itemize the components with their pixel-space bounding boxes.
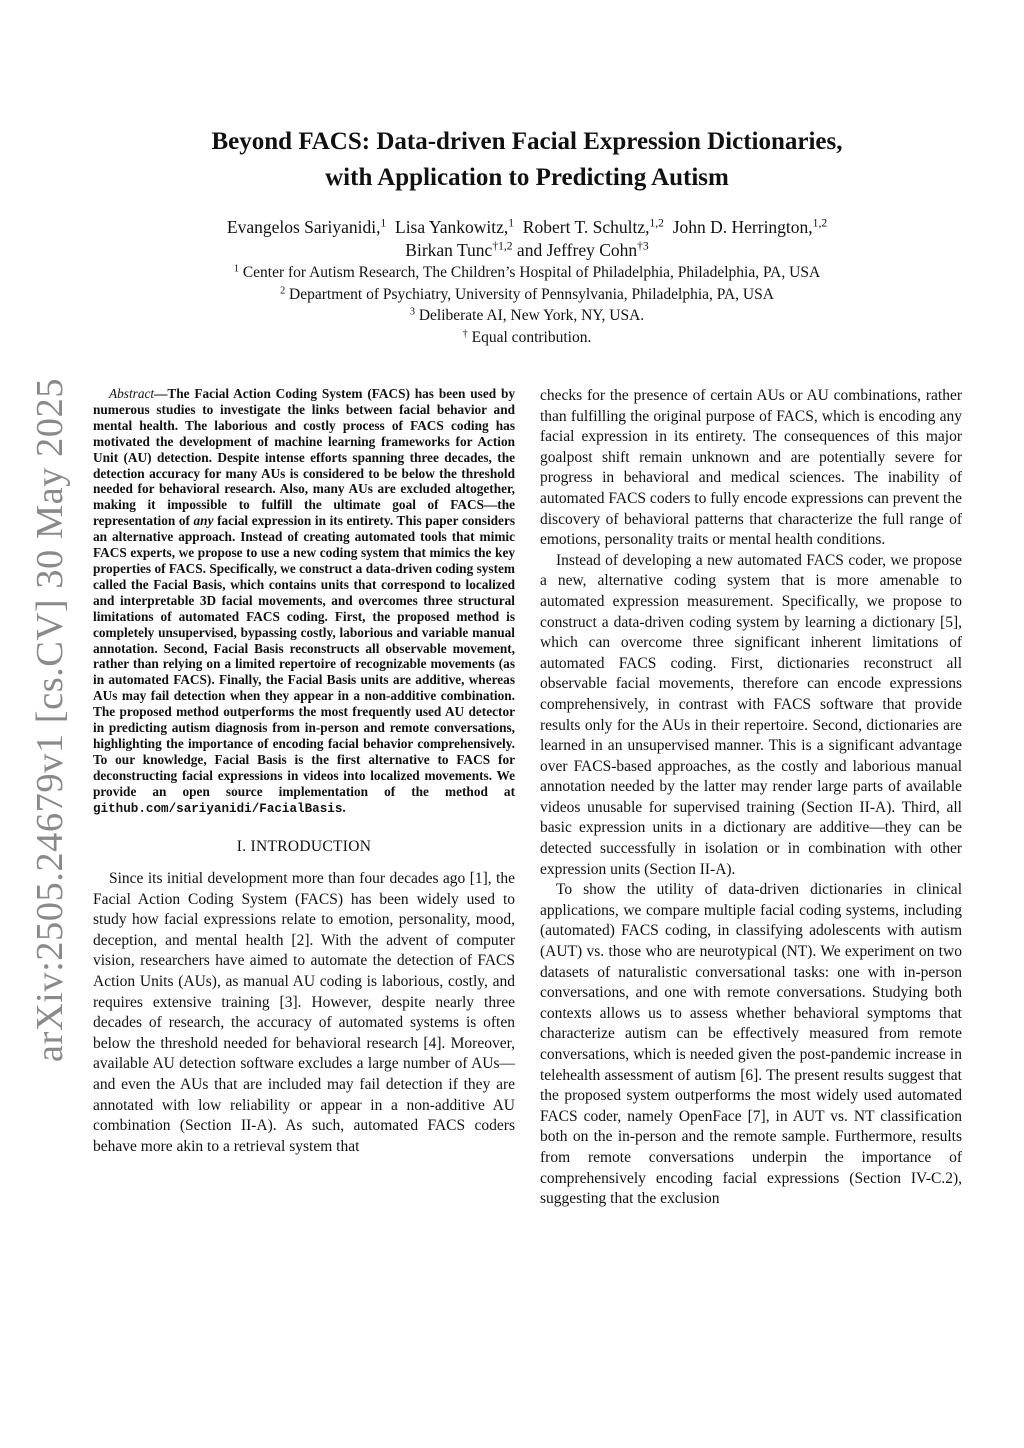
paper-header (92, 124, 962, 348)
author: Birkan Tunc$^{\dagger 1,2}$ (405, 240, 513, 260)
left-column (93, 386, 515, 1157)
author-list (92, 216, 962, 262)
abstract-text-2: facial expression in its entirety. This paper considers an alternative approach. Instead of creating automated tools that mimic FACS experts, we propose to use a new coding system that mimics the key properties of FACS. Specifically, we construct a data-driven coding system called the Facial Basis, which contains units that correspond to localized and interpretable 3D facial movements, and overcomes three structural limitations of automated FACS coding. First, the proposed method is completely unsupervised, bypassing costly, laborious and variable manual annotation. Second, Facial Basis reconstructs all observable movement, rather than relying on a limited repertoire of recognizable movements (as in automated FACS). Finally, the Facial Basis units are additive, whereas AUs may fail detection when they appear in a non-additive combination. The proposed method outperforms the most frequently used AU detector in predicting autism diagnosis from in-person and remote conversations, highlighting the importance of encoding facial behavior comprehensively. To our knowledge, Facial Basis is the first alternative to FACS for deconstructing facial expressions in videos into localized movements. We provide an open source implementation of the method at (93, 513, 516, 799)
title-line-1: Beyond FACS: Data-driven Facial Expression Dictionaries, (211, 128, 843, 155)
repository-link[interactable]: github.com/sariyanidi/FacialBasis (93, 801, 343, 816)
body-paragraph: checks for the presence of certain AUs or AU combinations, rather than fulfilling the original purpose of FACS, which is encoding any facial expression in its entirety. The consequences of this major goalpost shift remain unknown and are potentially severe for progress in behavioral and medical sciences. The inability of automated FACS coders to fully encode expressions can prevent the discovery of behavioral patterns that characterize the full range of emotions, personality traits or mental health conditions. (540, 387, 962, 549)
right-column (540, 386, 962, 1210)
author: Robert T. Schultz,$^{1,2}$ (522, 217, 664, 237)
affiliation: $^1$ Center for Autism Research, The Children’s Hospital of Philadelphia, Philadelphia, PA, USA (233, 263, 821, 281)
title-line-2: with Application to Predicting Autism (325, 164, 729, 191)
paper-title (92, 124, 962, 196)
abstract-text-1: The Facial Action Coding System (FACS) has been used by numerous studies to investigate the links between facial behavior and mental health. The laborious and costly process of FACS coding has motivated the development of machine learning frameworks for Action Unit (AU) detection. Despite intense efforts spanning three decades, the detection accuracy for many AUs is considered to be below the threshold needed for behavioral research. Also, many AUs are excluded altogether, making it impossible to fulfill the ultimate goal of FACS—the representation of (93, 386, 515, 529)
abstract-label: Abstract (109, 386, 155, 401)
equal-contribution-note: † Equal contribution. (462, 327, 592, 346)
abstract: Abstract—The Facial Action Coding System (FACS) has been used by numerous studies to investigate the links between facial behavior and mental health. The laborious and costly process of FACS coding has motivated the development of machine learning frameworks for Action Unit (AU) detection. Despite intense efforts spanning three decades, the detection accuracy for many AUs is considered to be below the threshold needed for behavioral research. Also, many AUs are excluded altogether, making it impossible to fulfill the ultimate goal of FACS—the representation of any facial expression in its entirety. This paper considers an alternative approach. Instead of creating automated tools that mimic FACS experts, we propose to use a new coding system that mimics the key properties of FACS. Specifically, we construct a data-driven coding system called the Facial Basis, which contains units that correspond to localized and interpretable 3D facial movements, and overcomes three structural limitations of automated FACS coding. First, the proposed method is completely unsupervised, bypassing costly, laborious and variable manual annotation. Second, Facial Basis reconstructs all observable movement, rather than relying on a limited repertoire of recognizable movements (as in automated FACS). Finally, the Facial Basis units are additive, whereas AUs may fail detection when they appear in a non-additive combination. The proposed method outperforms the most frequently used AU detector in predicting autism diagnosis from in-person and remote conversations, highlighting the importance of encoding facial behavior comprehensively. To our knowledge, Facial Basis is the first alternative to FACS for deconstructing facial expressions in videos into localized movements. We provide an open source implementation of the method at github.com/sariyanidi/FacialBasis. (93, 386, 516, 816)
author: John D. Herrington,$^{1,2}$ (672, 217, 828, 237)
author: Jeffrey Cohn$^{\dagger 3}$ (546, 240, 649, 260)
author-conjunction: and (516, 240, 543, 260)
author: Lisa Yankowitz,$^1$ (395, 217, 515, 237)
affiliation-list (92, 262, 962, 348)
body-paragraph: To show the utility of data-driven dictionaries in clinical applications, we compare multiple facial coding systems, including (automated) FACS coding, in classifying adolescents with autism (AUT) vs. those who are neurotypical (NT). We experiment on two datasets of naturalistic conversational tasks: one with in-person conversations, and one with remote conversations. Studying both contexts allows us to assess whether behavioral symptoms that characterize autism can be effectively measured from remote conversations, which is needed given the post-pandemic increase in telehealth assessment of autism [6]. The present results suggest that the proposed system outperforms the most widely used automated FACS coder, namely OpenFace [7], in AUT vs. NT classification both on the in-person and the remote sample. Furthermore, results from remote conversations underpin the importance of comprehensively encoding facial expressions (Section IV-C.2), suggesting that the exclusion (540, 881, 962, 1208)
affiliation: $^2$ Department of Psychiatry, University of Pennsylvania, Philadelphia, PA, USA (280, 284, 774, 303)
arxiv-identifier: arXiv:2505.24679v1 [cs.CV] 30 May 2025 (29, 377, 71, 1063)
affiliation: $^3$ Deliberate AI, New York, NY, USA. (409, 306, 645, 324)
abstract-emphasis: any (193, 513, 214, 529)
section-heading-introduction: I. INTRODUCTION (236, 838, 372, 856)
body-paragraph: Since its initial development more than four decades ago [1], the Facial Action Coding System (FACS) has been widely used to study how facial expressions relate to emotion, personality, mood, deception, and mental health [2]. With the advent of computer vision, researchers have aimed to automate the detection of FACS Action Units (AUs), as manual AU coding is laborious, costly, and requires extensive training [3]. However, despite nearly three decades of research, the accuracy of automated systems is often below the threshold needed for behavioral research [4]. Moreover, available AU detection software excludes a large number of AUs—and even the AUs that are included may fail detection if they are annotated with low reliability or appear in a non-additive AU combination (Section II-A). As such, automated FACS coders behave more akin to a retrieval system that (93, 870, 515, 1155)
body-paragraph: Instead of developing a new automated FACS coder, we propose a new, alternative coding system that is more amenable to automated expression measurement. Specifically, we propose to construct a data-driven coding system by learning a dictionary [5], which can overcome three significant inherent limitations of automated FACS coding. First, dictionaries reconstruct all observable facial movements, therefore can encode expressions comprehensively, in contrast with FACS software that provide results only for the AUs in their repertoire. Second, dictionaries are learned in an unsupervised manner. This is a significant advantage over FACS-based approaches, as the costly and laborious manual annotation needed by the latter may render large parts of available videos unusable for supervised training (Section II-A). Third, all basic expression units in a dictionary are additive—they can be detected successfully in isolation or in combination with other expression units (Section II-A). (540, 551, 962, 878)
author: Evangelos Sariyanidi,$^1$ (226, 217, 387, 237)
